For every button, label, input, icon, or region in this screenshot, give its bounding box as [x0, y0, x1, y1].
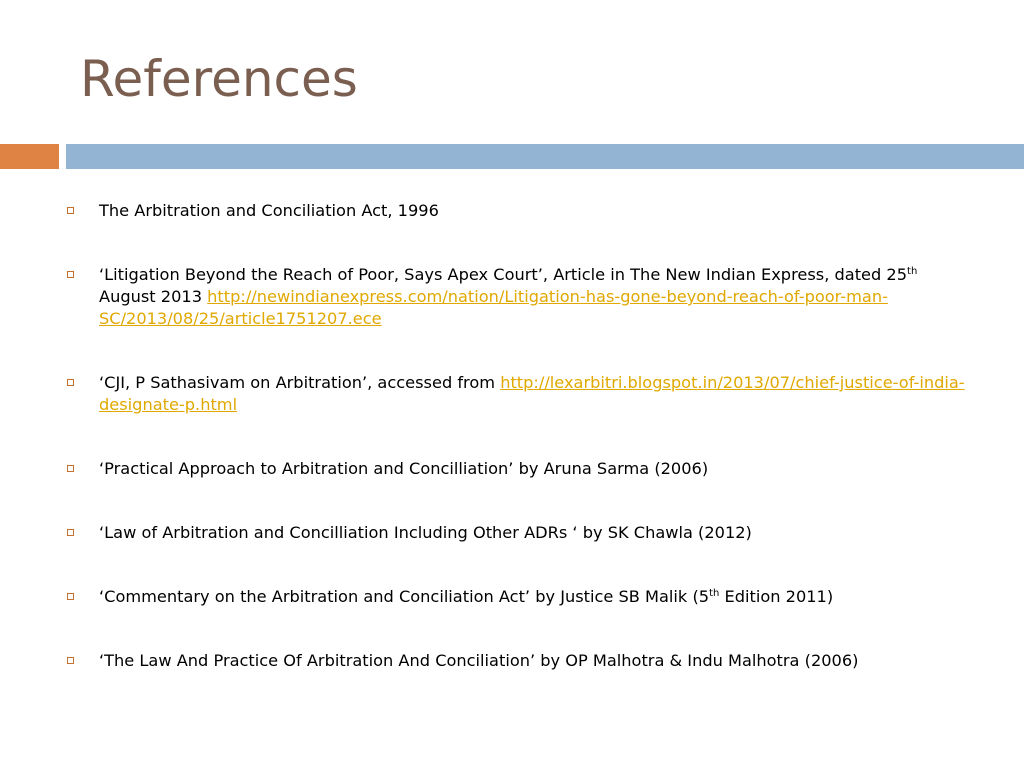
reference-text: ‘Commentary on the Arbitration and Conciliation Act’ by Justice SB Malik (5: [99, 587, 710, 606]
reference-item: [66, 458, 976, 480]
reference-item: [66, 650, 976, 672]
reference-link[interactable]: http://newindianexpress.com/nation/Litigation-has-gone-beyond-reach-of-poor-man-SC/2013/08/25/article1751207.ece: [99, 287, 888, 328]
reference-text: The Arbitration and Conciliation Act, 1996: [99, 201, 439, 220]
reference-text: ‘The Law And Practice Of Arbitration And Conciliation’ by OP Malhotra & Indu Malhotra (2006): [99, 651, 859, 670]
accent-bar-blue: [66, 144, 1024, 169]
reference-item: [66, 264, 976, 330]
reference-text: ‘Law of Arbitration and Concilliation Including Other ADRs ‘ by SK Chawla (2012): [99, 523, 752, 542]
ordinal-suffix: th: [709, 588, 720, 599]
square-bullet-icon: [67, 593, 74, 600]
ordinal-suffix: th: [907, 266, 918, 277]
slide-title: References: [80, 50, 358, 108]
reference-text: ‘Practical Approach to Arbitration and Concilliation’ by Aruna Sarma (2006): [99, 459, 709, 478]
reference-text: ‘Litigation Beyond the Reach of Poor, Says Apex Court’, Article in The New Indian Express, dated 25: [99, 265, 908, 284]
reference-list: [66, 200, 976, 714]
square-bullet-icon: [67, 271, 74, 278]
square-bullet-icon: [67, 207, 74, 214]
reference-item: [66, 522, 976, 544]
reference-text-cont: Edition 2011): [719, 587, 834, 606]
reference-link[interactable]: http://lexarbitri.blogspot.in/2013/07/chief-justice-of-india-designate-p.html: [99, 373, 965, 414]
accent-bar-orange: [0, 144, 59, 169]
reference-text: ‘CJI, P Sathasivam on Arbitration’, accessed from: [99, 373, 501, 392]
reference-item: [66, 586, 976, 608]
square-bullet-icon: [67, 529, 74, 536]
reference-text-cont: August 2013: [99, 287, 208, 306]
reference-item: [66, 372, 976, 416]
square-bullet-icon: [67, 657, 74, 664]
reference-item: [66, 200, 976, 222]
square-bullet-icon: [67, 465, 74, 472]
square-bullet-icon: [67, 379, 74, 386]
